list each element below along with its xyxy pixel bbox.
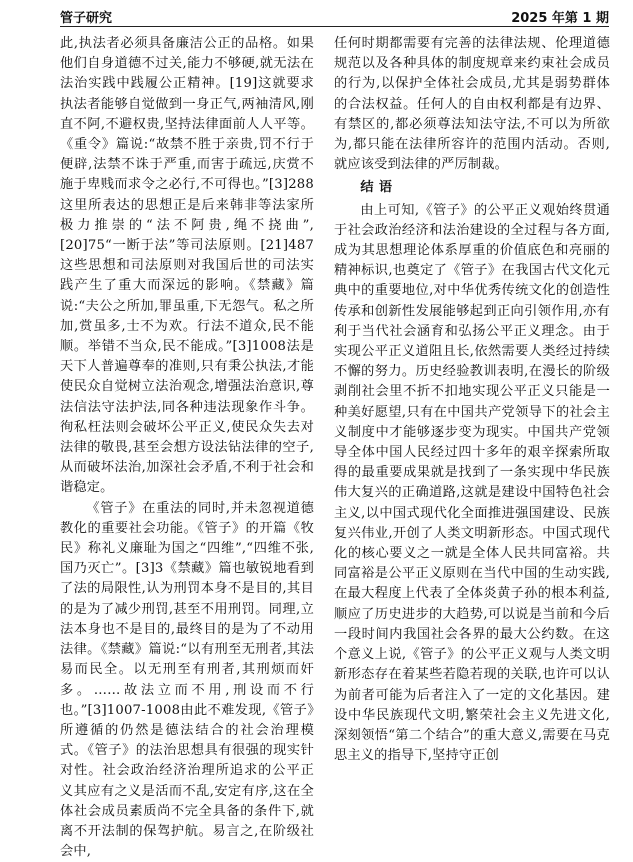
left-column bbox=[60, 34, 314, 860]
journal-title: 管子研究 bbox=[60, 11, 113, 26]
section-heading-conclusion: 结语 bbox=[360, 180, 398, 196]
issue-number: 2025 年第 1 期 bbox=[511, 11, 609, 26]
paragraph: 由上可知,《管子》的公平正义观始终贯通于社会政治经济和法治建设的全过程与各方面,成为其思想理论体系厚重的价值底色和亮丽的精神标识,也奠定了《管子》在我国古代文化元典中的重要地位,对中华优秀传统文化的创造性传承和创新性发展能够起到正向引领作用,亦有利于当代社会涵育和弘扬公平正义理念。由于实现公平正义道阻且长,依然需要人类经过持续不懈的努力。历史经验教训表明,在漫长的阶级剥削社会里不折不扣地实现公平正义只能是一种美好愿望,只有在中国共产党领导下的社会主义制度中才能够逐步变为现实。中国共产党领导全体中国人民经过四十多年的艰辛探索所取得的最重要成果就是找到了一条实现中华民族伟大复兴的正确道路,这就是建设中国特色社会主义,以中国式现代化全面推进强国建设、民族复兴伟业,开创了人类文明新形态。中国式现代化的核心要义之一就是全体人民共同富裕。共同富裕是公平正义原则在当代中国的生动实践,在最大程度上代表了全体炎黄子孙的根本利益,顺应了历史进步的大趋势,可以说是当前和今后一段时间内我国社会各界的最大公约数。在这个意义上说,《管子》的公平正义观与人类文明新形态存在着某些若隐若现的关联,也许可以认为前者可能为后者注入了一定的文化基因。建设中华民族现代文明,繁荣社会主义先进文化,深刻领悟“第二个结合”的重大意义,需要在马克思主义的指导下,坚持守正创 bbox=[334, 202, 610, 764]
paragraph: 此,执法者必须具备廉洁公正的品格。如果他们自身道德不过关,能力不够硬,就无法在法治实践中践履公正精神。[19]这就要求执法者能够自觉做到一身正气,两袖清风,刚直不阿,不避权贵,坚持法律面前人人平等。《重令》篇说:“故禁不胜于亲贵,罚不行于便辟,法禁不诛于严重,而害于疏远,庆赏不施于卑贱而求令之必行,不可得也。”[3]288这里所表达的思想正是后来韩非等法家所极力推崇的“法不阿贵,绳不挠曲”,[20]75“一断于法”等司法原则。[21]487这些思想和司法原则对我国后世的司法实践产生了重大而深远的影响。《禁藏》篇说:“夫公之所加,罪虽重,下无怨气。私之所加,赏虽多,士不为欢。行法不道众,民不能顺。举错不当众,民不能成。”[3]1008法是天下人普遍尊奉的准则,只有秉公执法,才能使民众自觉树立法治观念,增强法治意识,尊法信法守法护法,同各种违法现象作斗争。徇私枉法则会破坏公平正义,使民众失去对法律的敬畏,甚至会想方设法钻法律的空子,从而破坏法治,加深社会矛盾,不利于社会和谐稳定。 bbox=[60, 36, 314, 496]
page-header bbox=[60, 4, 609, 27]
paragraph: 《管子》在重法的同时,并未忽视道德教化的重要社会功能。《管子》的开篇《牧民》称礼义廉耻为国之“四维”,“四维不张,国乃灭亡”。[3]3《禁藏》篇也敏锐地看到了法的局限性,认为刑罚本身不是目的,其目的是为了减少刑罚,甚至不用刑罚。同理,立法本身也不是目的,最终目的是为了不动用法律。《禁藏》篇说:“以有刑至无刑者,其法易而民全。以无刑至有刑者,其刑烦而奸多。……故法立而不用,刑设而不行也。”[3]1007-1008由此不难发现,《管子》所遵循的仍然是德法结合的社会治理模式。《管子》的法治思想具有很强的现实针对性。社会政治经济治理所追求的公平正义其应有之义是活而不乱,安定有序,这在全体社会成员素质尚不完全具备的条件下,就离不开法制的保驾护航。易言之,在阶级社会中, bbox=[60, 500, 314, 860]
paragraph: 任何时期都需要有完善的法律法规、伦理道德规范以及各种具体的制度规章来约束社会成员的行为,以保护全体社会成员,尤其是弱势群体的合法权益。任何人的自由权利都是有边界、有禁区的,都必须尊法知法守法,不可以为所欲为,都只能在法律所容许的范围内活动。否则,就应该受到法律的严厉制裁。 bbox=[334, 36, 610, 173]
right-column bbox=[334, 34, 610, 785]
